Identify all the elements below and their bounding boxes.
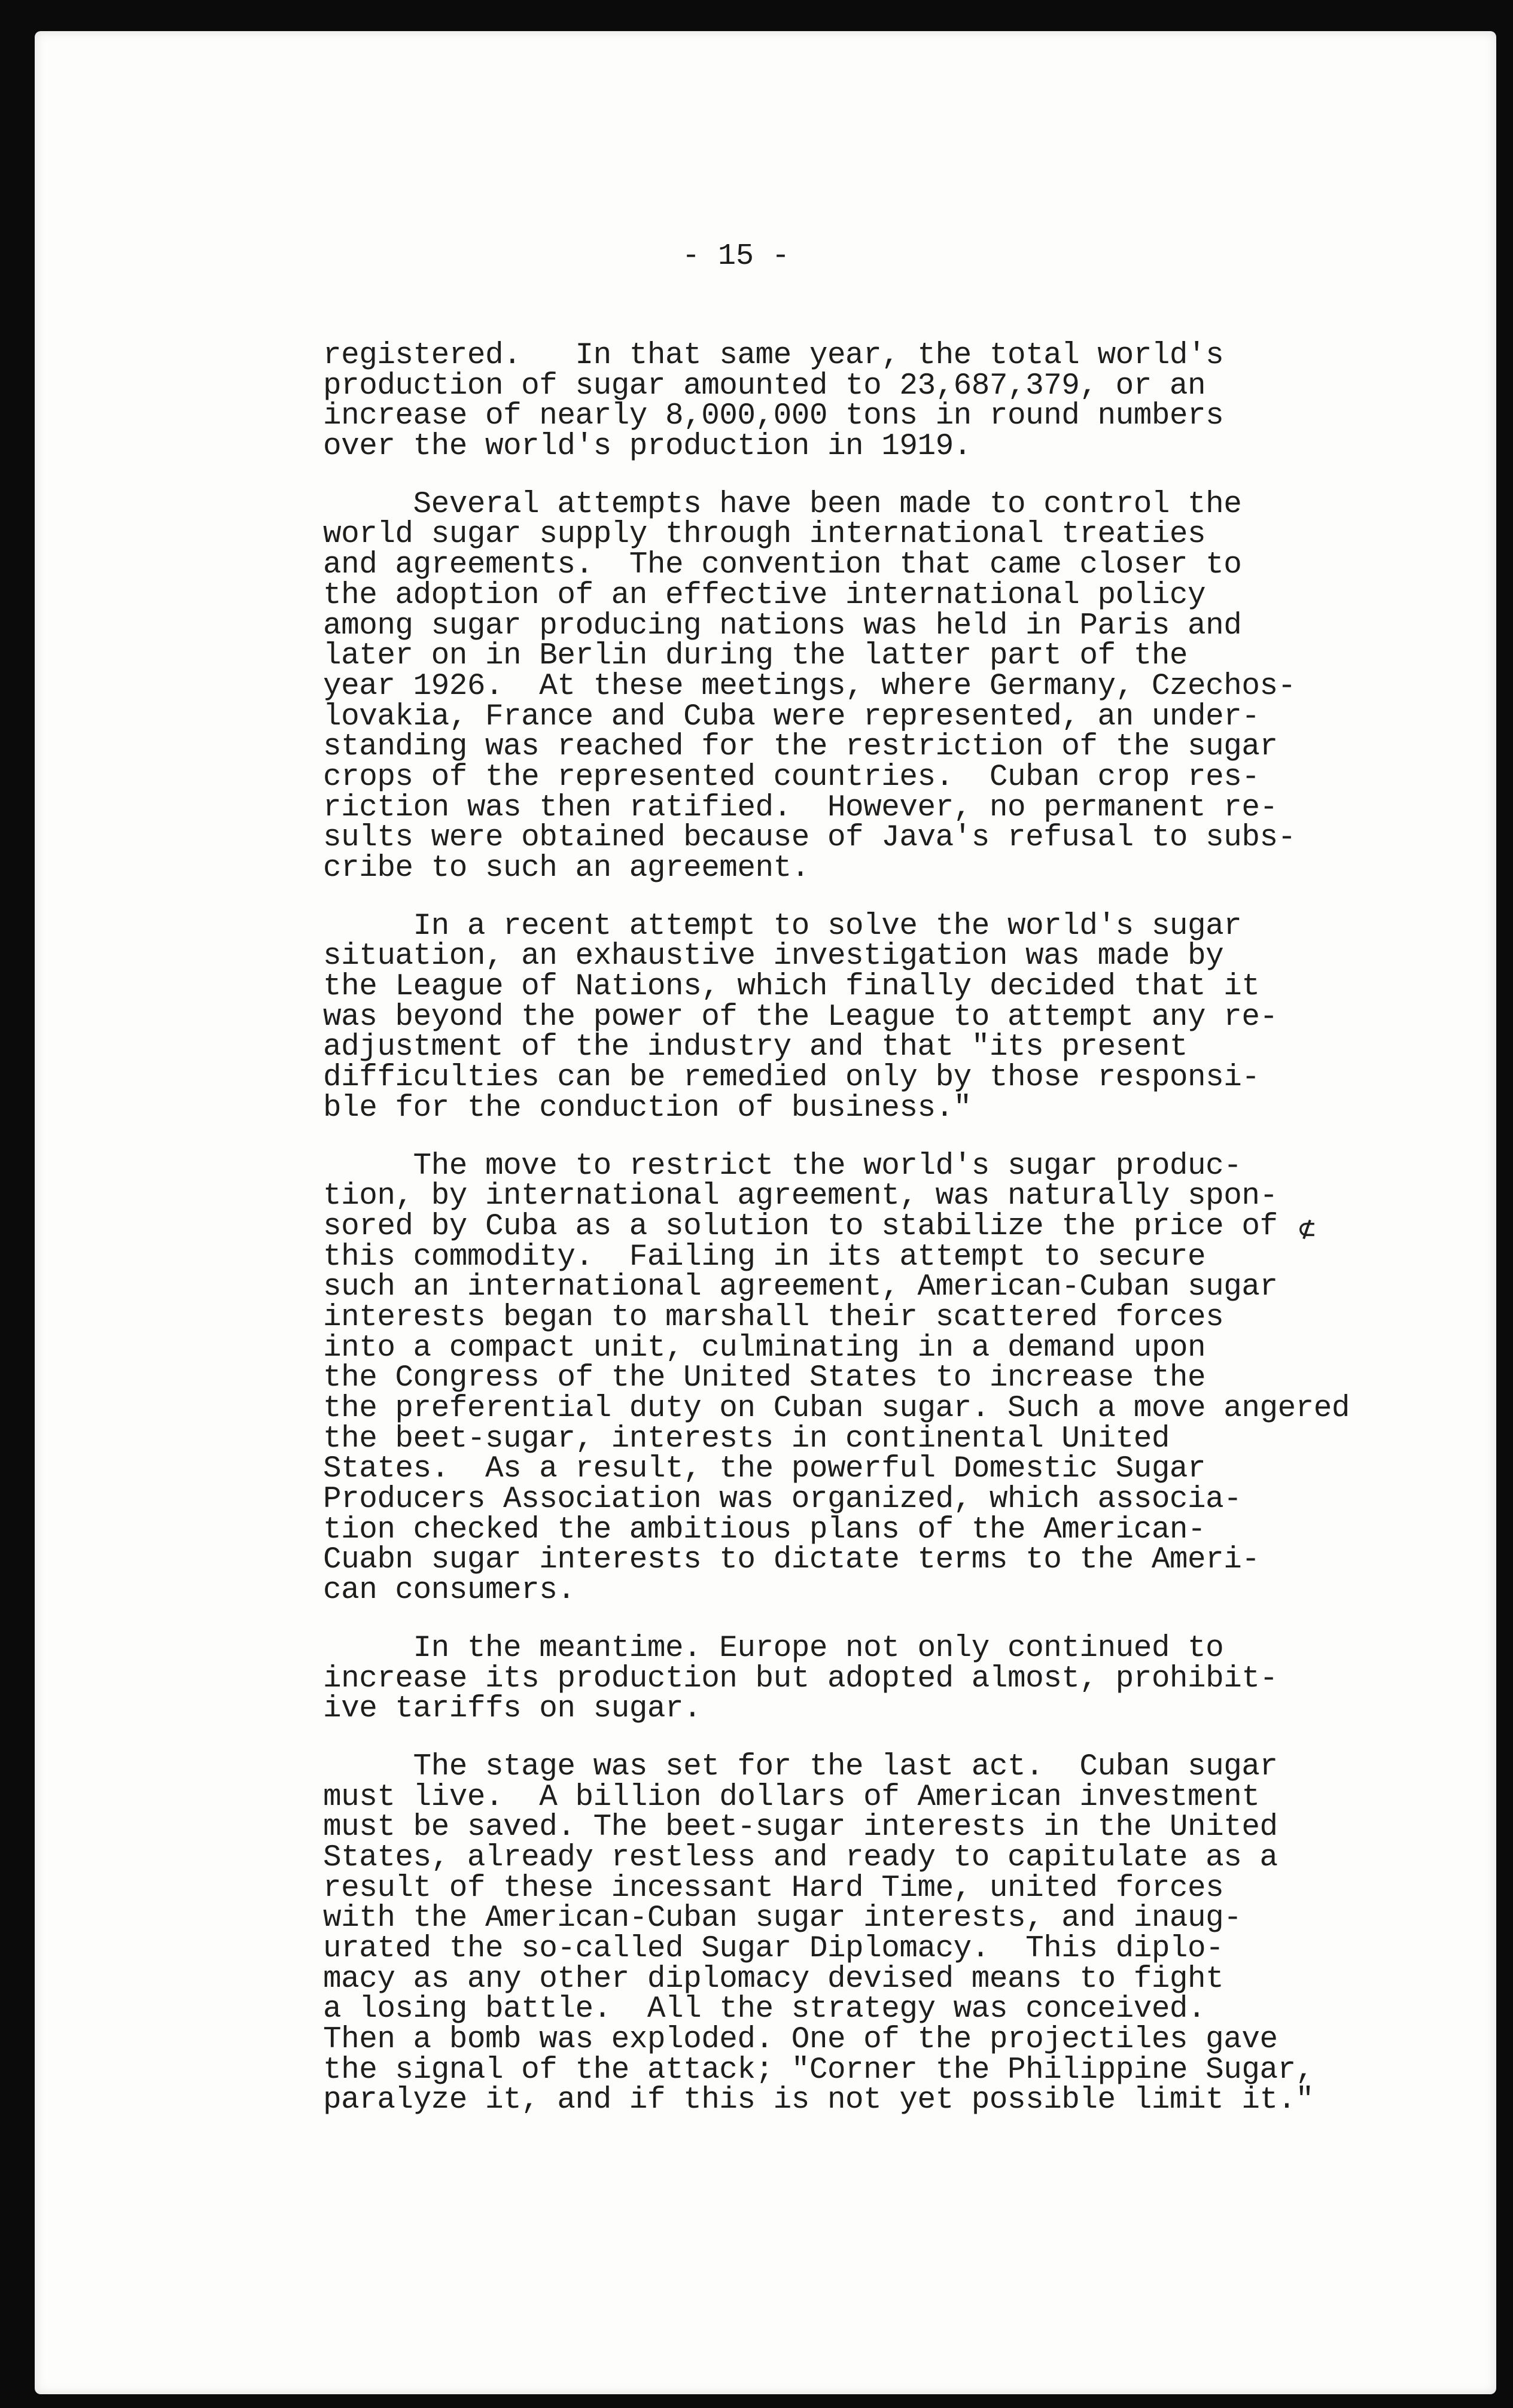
- text-line: with the American-Cuban sugar interests, and inaug-: [323, 1901, 1242, 1936]
- text-line: must live. A billion dollars of American investment: [323, 1780, 1260, 1815]
- text-line: In a recent attempt to solve the world's sugar: [323, 909, 1242, 943]
- text-line: such an international agreement, American-Cuban sugar: [323, 1270, 1278, 1305]
- text-line: lovakia, France and Cuba were represented, an under-: [323, 699, 1260, 734]
- text-line: this commodity. Failing in its attempt to secure: [323, 1240, 1206, 1274]
- text-line: tion, by international agreement, was naturally spon-: [323, 1179, 1278, 1214]
- text-line: registered. In that same year, the total world's: [323, 339, 1224, 373]
- text-line: must be saved. The beet-sugar interests in the United: [323, 1810, 1278, 1845]
- text-line: sored by Cuba as a solution to stabilize the price of: [323, 1209, 1278, 1244]
- text-line: riction was then ratified. However, no permanent re-: [323, 790, 1278, 825]
- text-line: can consumers.: [323, 1573, 576, 1608]
- text-line: paralyze it, and if this is not yet possible limit it.": [323, 2083, 1314, 2118]
- text-line: The move to restrict the world's sugar produc-: [323, 1149, 1242, 1183]
- page-number: - 15 -: [682, 239, 790, 273]
- text-line: ive tariffs on sugar.: [323, 1692, 702, 1727]
- text-line: The stage was set for the last act. Cuban sugar: [323, 1749, 1278, 1784]
- text-line: and agreements. The convention that came closer to: [323, 548, 1242, 583]
- text-line: increase of nearly 8,000,000 tons in round numbers: [323, 399, 1224, 434]
- text-line: the adoption of an effective international policy: [323, 578, 1206, 613]
- text-line: production of sugar amounted to 23,687,379, or an: [323, 369, 1206, 403]
- text-line: Producers Association was organized, which associa-: [323, 1482, 1242, 1517]
- text-line: tion checked the ambitious plans of the American-: [323, 1512, 1206, 1547]
- text-line: the preferential duty on Cuban sugar. Such a move angered: [323, 1392, 1350, 1426]
- text-line: In the meantime. Europe not only continued to: [323, 1631, 1224, 1666]
- text-line: adjustment of the industry and that "its present: [323, 1030, 1188, 1065]
- text-line: standing was reached for the restriction of the sugar: [323, 730, 1278, 765]
- text-line: sults were obtained because of Java's refusal to subs-: [323, 821, 1296, 856]
- text-line: Several attempts have been made to control the: [323, 487, 1242, 522]
- margin-mark: ⊄: [1298, 1215, 1316, 1247]
- paragraph: [323, 909, 1460, 1125]
- text-line: cribe to such an agreement.: [323, 851, 809, 885]
- text-line: was beyond the power of the League to attempt any re-: [323, 1000, 1278, 1034]
- text-line: among sugar producing nations was held in Paris and: [323, 608, 1242, 643]
- text-line: over the world's production in 1919.: [323, 430, 972, 464]
- paragraph: [323, 487, 1460, 885]
- text-line: into a compact unit, culminating in a demand upon: [323, 1331, 1206, 1365]
- text-line: situation, an exhaustive investigation was made by: [323, 939, 1224, 974]
- text-line: crops of the represented countries. Cuban crop res-: [323, 760, 1260, 794]
- text-line: the Congress of the United States to increase the: [323, 1361, 1206, 1396]
- text-line: interests began to marshall their scattered forces: [323, 1300, 1224, 1335]
- text-line: macy as any other diplomacy devised means to fight: [323, 1962, 1224, 1996]
- text-line: difficulties can be remedied only by those responsi-: [323, 1061, 1260, 1095]
- text-line: the signal of the attack; "Corner the Philippine Sugar,: [323, 2053, 1314, 2087]
- paragraph: [323, 1631, 1460, 1727]
- text-line: urated the so-called Sugar Diplomacy. This diplo-: [323, 1932, 1224, 1966]
- text-line: Cuabn sugar interests to dictate terms to the Ameri-: [323, 1543, 1260, 1578]
- text-line: States. As a result, the powerful Domestic Sugar: [323, 1452, 1206, 1487]
- text-line: ble for the conduction of business.": [323, 1091, 972, 1125]
- text-line: result of these incessant Hard Time, united forces: [323, 1871, 1224, 1905]
- text-line: a losing battle. All the strategy was conceived.: [323, 1992, 1206, 2027]
- text-line: States, already restless and ready to capitulate as a: [323, 1840, 1278, 1875]
- text-line: the League of Nations, which finally decided that it: [323, 970, 1260, 1004]
- text-line: the beet-sugar, interests in continental United: [323, 1421, 1170, 1456]
- text-line: increase its production but adopted almost, prohibit-: [323, 1661, 1278, 1696]
- text-line: world sugar supply through international treaties: [323, 517, 1206, 552]
- text-line: later on in Berlin during the latter part of the: [323, 639, 1188, 674]
- body-text: [323, 341, 1460, 2144]
- paragraph: [323, 1149, 1460, 1608]
- text-line: year 1926. At these meetings, where Germany, Czechos-: [323, 669, 1296, 704]
- paragraph: [323, 341, 1460, 462]
- paragraph: [323, 1749, 1460, 2118]
- text-line: Then a bomb was exploded. One of the projectiles gave: [323, 2023, 1278, 2057]
